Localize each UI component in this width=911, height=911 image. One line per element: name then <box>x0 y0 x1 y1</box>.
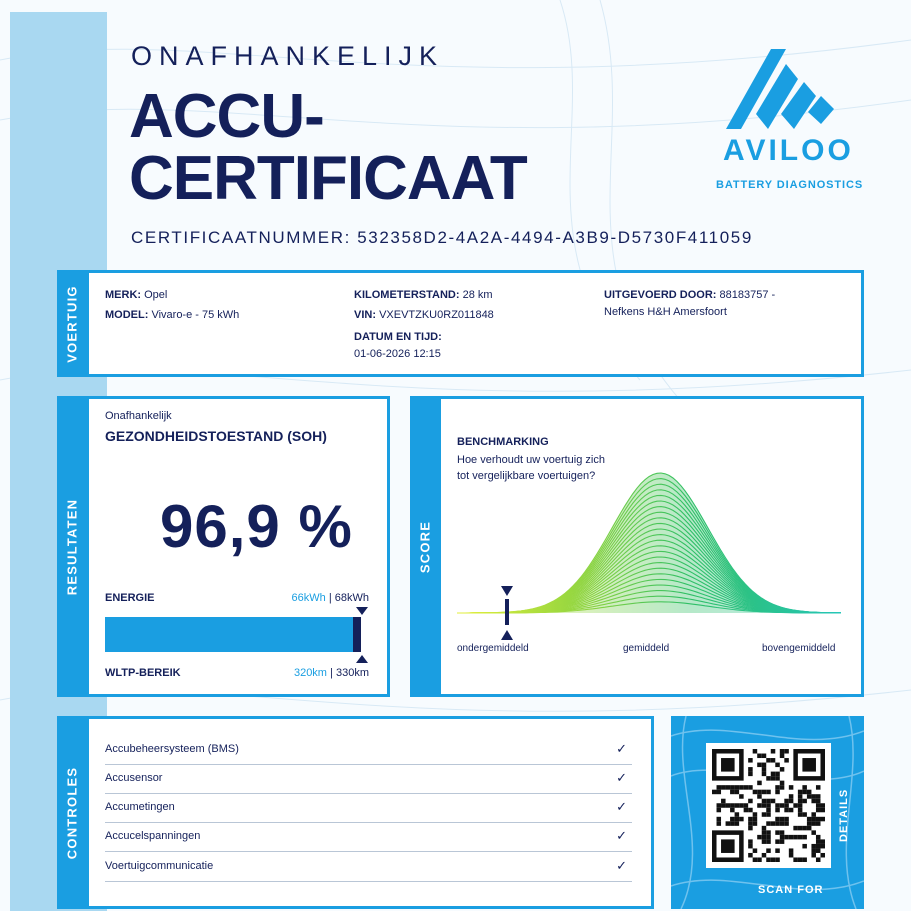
qr-module <box>820 844 825 849</box>
qr-module <box>789 853 794 858</box>
qr-module <box>802 799 807 804</box>
qr-module <box>762 830 767 835</box>
results-tab-label: RESULTATEN <box>64 498 80 595</box>
certificate-number <box>131 228 753 248</box>
qr-module <box>820 839 825 844</box>
qr-module <box>784 803 789 808</box>
qr-module <box>739 817 744 822</box>
qr-module <box>816 817 821 822</box>
qr-module <box>717 790 722 795</box>
performed-by-label: UITGEVOERD DOOR: <box>604 289 717 301</box>
qr-module <box>775 790 780 795</box>
soh-value: 96,9 % <box>160 493 353 560</box>
range-value: 320km <box>293 667 327 679</box>
qr-module <box>730 808 735 813</box>
qr-module <box>811 830 816 835</box>
qr-module <box>726 803 731 808</box>
qr-module <box>717 803 722 808</box>
qr-module <box>784 749 789 754</box>
qr-module <box>793 857 798 862</box>
vehicle-panel <box>86 270 864 377</box>
qr-module <box>775 821 780 826</box>
qr-module <box>798 812 803 817</box>
qr-module <box>793 803 798 808</box>
qr-module <box>757 754 762 759</box>
qr-module <box>766 799 771 804</box>
qr-module <box>811 853 816 858</box>
qr-module <box>753 749 758 754</box>
qr-module <box>780 749 785 754</box>
qr-module <box>748 821 753 826</box>
qr-module <box>748 767 753 772</box>
qr-module <box>766 835 771 840</box>
qr-call-to-action-details: DETAILS <box>838 788 850 842</box>
range-values: 320km | 330km <box>293 667 369 679</box>
controls-tab-label: CONTROLES <box>64 766 80 859</box>
title-line-1: ACCU- <box>129 82 324 151</box>
qr-module <box>775 848 780 853</box>
qr-module <box>735 812 740 817</box>
qr-module <box>748 785 753 790</box>
vehicle-brand <box>105 288 167 302</box>
qr-code-frame <box>706 743 831 868</box>
qr-module <box>780 785 785 790</box>
vehicle-datetime-value: 01-06-2026 12:15 <box>354 348 441 360</box>
qr-module <box>775 808 780 813</box>
vehicle-performed-by <box>604 288 775 302</box>
qr-module <box>816 808 821 813</box>
qr-module <box>730 817 735 822</box>
qr-module <box>748 839 753 844</box>
qr-module <box>780 830 785 835</box>
check-label: Accumetingen <box>105 801 175 813</box>
qr-module <box>721 785 726 790</box>
header-overline: ONAFHANKELIJK <box>131 41 445 71</box>
qr-module <box>762 835 767 840</box>
qr-module <box>816 857 821 862</box>
qr-module <box>735 790 740 795</box>
qr-finder <box>802 758 816 772</box>
qr-module <box>762 790 767 795</box>
qr-module <box>762 853 767 858</box>
check-label: Voertuigcommunicatie <box>105 860 214 872</box>
qr-module <box>771 776 776 781</box>
qr-module <box>775 785 780 790</box>
qr-module <box>780 817 785 822</box>
check-row <box>105 794 632 823</box>
qr-module <box>748 817 753 822</box>
qr-module <box>766 758 771 763</box>
qr-module <box>816 839 821 844</box>
brand-wordmark: AVILOO <box>723 134 854 167</box>
qr-module <box>762 763 767 768</box>
qr-module <box>766 830 771 835</box>
vehicle-tab-label: VOERTUIG <box>64 284 80 363</box>
qr-module <box>757 835 762 840</box>
qr-module <box>748 853 753 858</box>
check-row <box>105 736 632 765</box>
results-tab <box>57 396 87 697</box>
qr-module <box>757 790 762 795</box>
qr-module <box>753 821 758 826</box>
energy-value: 66kWh <box>291 592 326 604</box>
qr-finder <box>721 758 735 772</box>
qr-module <box>753 812 758 817</box>
vehicle-vin-label: VIN: <box>354 309 376 321</box>
range-total: 330km <box>335 667 369 679</box>
qr-module <box>802 812 807 817</box>
qr-module <box>789 785 794 790</box>
qr-module <box>771 799 776 804</box>
qr-module <box>739 803 744 808</box>
qr-module <box>780 781 785 786</box>
vehicle-mileage-value: 28 km <box>462 289 493 301</box>
qr-module <box>816 799 821 804</box>
qr-module <box>811 817 816 822</box>
qr-code-icon[interactable] <box>712 749 825 862</box>
qr-module <box>717 817 722 822</box>
qr-module <box>721 799 726 804</box>
qr-module <box>766 790 771 795</box>
performed-by-line-2: Nefkens H&H Amersfoort <box>604 306 727 318</box>
qr-module <box>771 772 776 777</box>
qr-module <box>748 799 753 804</box>
qr-module <box>775 817 780 822</box>
qr-module <box>798 790 803 795</box>
qr-module <box>775 857 780 862</box>
qr-module <box>811 844 816 849</box>
qr-module <box>780 803 785 808</box>
check-row <box>105 823 632 852</box>
qr-module <box>784 808 789 813</box>
qr-module <box>816 794 821 799</box>
vehicle-vin-value: VXEVTZKU0RZ011848 <box>379 309 494 321</box>
check-icon: ✓ <box>616 828 627 843</box>
qr-module <box>780 821 785 826</box>
qr-module <box>753 817 758 822</box>
qr-module <box>780 767 785 772</box>
qr-module <box>757 794 762 799</box>
qr-module <box>798 799 803 804</box>
qr-module <box>780 839 785 844</box>
qr-module <box>807 826 812 831</box>
qr-module <box>820 803 825 808</box>
qr-module <box>816 785 821 790</box>
qr-module <box>820 808 825 813</box>
qr-module <box>757 781 762 786</box>
qr-module <box>717 785 722 790</box>
qr-module <box>775 839 780 844</box>
benchmark-question: Hoe verhoudt uw voertuig zich tot vergelijkbare voertuigen? <box>457 454 605 482</box>
datetime-label-text: DATUM EN TIJD: <box>354 331 442 343</box>
qr-module <box>721 803 726 808</box>
score-tab <box>410 396 440 697</box>
performed-by-line-1: 88183757 - <box>719 289 776 301</box>
qr-module <box>775 803 780 808</box>
qr-module <box>753 848 758 853</box>
bar-bottom-marker-icon <box>355 654 369 664</box>
aviloo-mountain-icon <box>716 44 866 194</box>
qr-module <box>802 857 807 862</box>
qr-module <box>744 808 749 813</box>
benchmark-label-mid: gemiddeld <box>623 643 670 654</box>
check-icon: ✓ <box>616 770 627 785</box>
qr-module <box>784 817 789 822</box>
check-icon: ✓ <box>616 741 627 756</box>
qr-module <box>807 821 812 826</box>
qr-module <box>780 754 785 759</box>
certificate-number-value: 532358D2-4A2A-4494-A3B9-D5730F411059 <box>357 228 753 247</box>
qr-module <box>802 844 807 849</box>
range-label: WLTP-BEREIK <box>105 667 181 679</box>
qr-module <box>816 821 821 826</box>
qr-module <box>807 794 812 799</box>
qr-module <box>793 835 798 840</box>
title-line-2: CERTIFICAAT <box>129 144 527 213</box>
vehicle-model <box>105 308 239 322</box>
qr-module <box>798 808 803 813</box>
bar-top-marker-icon <box>355 606 369 616</box>
qr-module <box>789 808 794 813</box>
qr-module <box>816 803 821 808</box>
qr-module <box>730 785 735 790</box>
qr-module <box>798 826 803 831</box>
qr-finder <box>721 839 735 853</box>
soh-title: GEZONDHEIDSTOESTAND (SOH) <box>105 428 327 444</box>
qr-module <box>811 794 816 799</box>
qr-module <box>771 749 776 754</box>
benchmark-label-low: ondergemiddeld <box>457 643 529 654</box>
brand-tagline: BATTERY DIAGNOSTICS <box>716 179 864 191</box>
qr-module <box>766 821 771 826</box>
qr-module <box>753 857 758 862</box>
qr-module <box>789 848 794 853</box>
qr-module <box>753 790 758 795</box>
qr-module <box>712 790 717 795</box>
vehicle-tab <box>57 270 87 377</box>
qr-module <box>807 817 812 822</box>
qr-module <box>757 763 762 768</box>
check-icon: ✓ <box>616 858 627 873</box>
check-label: Accubeheersysteem (BMS) <box>105 743 239 755</box>
check-row <box>105 765 632 794</box>
qr-module <box>739 794 744 799</box>
qr-module <box>748 844 753 849</box>
vehicle-brand-value: Opel <box>144 289 168 301</box>
qr-module <box>766 803 771 808</box>
vehicle-mileage-label: KILOMETERSTAND: <box>354 289 460 301</box>
qr-module <box>802 785 807 790</box>
qr-module <box>735 817 740 822</box>
qr-module <box>762 754 767 759</box>
qr-module <box>748 826 753 831</box>
qr-module <box>789 794 794 799</box>
qr-module <box>789 835 794 840</box>
vehicle-model-label: MODEL: <box>105 309 149 321</box>
qr-module <box>762 772 767 777</box>
qr-module <box>735 821 740 826</box>
qr-module <box>717 821 722 826</box>
qr-module <box>784 758 789 763</box>
qr-module <box>784 799 789 804</box>
vehicle-model-value: Vivaro-e - 75 kWh <box>151 309 240 321</box>
qr-module <box>717 808 722 813</box>
qr-module <box>766 839 771 844</box>
vehicle-datetime-label <box>354 330 442 344</box>
qr-module <box>762 803 767 808</box>
qr-module <box>780 835 785 840</box>
qr-module <box>762 812 767 817</box>
qr-module <box>766 808 771 813</box>
qr-module <box>735 785 740 790</box>
qr-module <box>798 835 803 840</box>
qr-module <box>739 785 744 790</box>
qr-module <box>811 848 816 853</box>
controls-tab <box>57 716 87 909</box>
qr-module <box>793 826 798 831</box>
qr-module <box>757 803 762 808</box>
qr-module <box>784 821 789 826</box>
qr-module <box>807 790 812 795</box>
qr-module <box>726 821 731 826</box>
benchmark-label-high: bovengemiddeld <box>762 643 836 654</box>
qr-module <box>816 844 821 849</box>
benchmark-marker-icon <box>500 585 514 641</box>
qr-module <box>762 839 767 844</box>
certificate-number-label: CERTIFICAATNUMMER: <box>131 228 351 247</box>
vehicle-brand-label: MERK: <box>105 289 142 301</box>
soh-bar <box>105 617 361 652</box>
page-title <box>129 82 527 213</box>
check-row <box>105 853 632 882</box>
qr-module <box>775 772 780 777</box>
qr-module <box>798 803 803 808</box>
qr-module <box>744 785 749 790</box>
bell-curve-fill <box>457 473 841 613</box>
qr-module <box>766 857 771 862</box>
qr-module <box>811 821 816 826</box>
qr-module <box>744 803 749 808</box>
soh-bar-end-marker <box>353 617 361 652</box>
qr-module <box>820 817 825 822</box>
qr-module <box>730 790 735 795</box>
qr-module <box>816 848 821 853</box>
energy-values: 66kWh | 68kWh <box>291 592 369 604</box>
qr-module <box>766 848 771 853</box>
qr-module <box>816 835 821 840</box>
qr-module <box>771 821 776 826</box>
check-icon: ✓ <box>616 799 627 814</box>
qr-module <box>757 857 762 862</box>
qr-module <box>766 812 771 817</box>
qr-module <box>735 803 740 808</box>
qr-module <box>748 808 753 813</box>
qr-module <box>802 826 807 831</box>
qr-module <box>762 826 767 831</box>
energy-label: ENERGIE <box>105 592 155 604</box>
qr-module <box>730 821 735 826</box>
qr-module <box>820 853 825 858</box>
qr-module <box>802 835 807 840</box>
qr-module <box>811 812 816 817</box>
score-tab-label: SCORE <box>417 520 433 573</box>
qr-module <box>789 799 794 804</box>
qr-module <box>726 785 731 790</box>
benchmark-title: BENCHMARKING <box>457 436 549 448</box>
qr-panel[interactable] <box>671 716 864 909</box>
qr-module <box>766 776 771 781</box>
qr-module <box>762 767 767 772</box>
qr-module <box>798 857 803 862</box>
qr-module <box>748 772 753 777</box>
vehicle-mileage <box>354 288 493 302</box>
energy-total: 68kWh <box>334 592 369 604</box>
qr-module <box>775 763 780 768</box>
qr-module <box>784 835 789 840</box>
qr-module <box>771 758 776 763</box>
qr-module <box>775 776 780 781</box>
vehicle-vin <box>354 308 494 322</box>
qr-module <box>771 857 776 862</box>
qr-module <box>762 799 767 804</box>
check-label: Accucelspanningen <box>105 830 201 842</box>
qr-module <box>811 799 816 804</box>
qr-module <box>775 830 780 835</box>
soh-overline: Onafhankelijk <box>105 410 172 422</box>
qr-module <box>730 803 735 808</box>
qr-module <box>798 794 803 799</box>
check-label: Accusensor <box>105 772 163 784</box>
qr-module <box>748 758 753 763</box>
qr-call-to-action: SCAN FOR <box>758 884 824 896</box>
qr-module <box>802 790 807 795</box>
